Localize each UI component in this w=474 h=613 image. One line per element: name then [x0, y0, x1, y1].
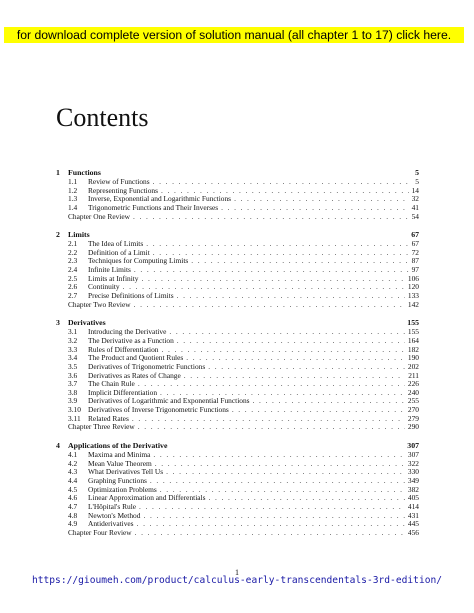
dot-leader [184, 372, 405, 381]
section-entry[interactable] [56, 346, 419, 355]
dot-leader [133, 213, 409, 222]
section-page: 120 [407, 283, 419, 292]
chapter-heading[interactable] [56, 318, 419, 328]
section-title: Derivatives of Trigonometric Functions [88, 362, 206, 371]
dot-leader [160, 389, 405, 398]
dot-leader [234, 195, 409, 204]
section-page: 255 [407, 397, 419, 406]
section-title: Chapter Three Review [68, 423, 135, 432]
section-page: 54 [411, 212, 419, 221]
section-number: 3.7 [68, 380, 78, 389]
chapter-heading[interactable] [56, 168, 419, 178]
section-page: 133 [407, 292, 419, 301]
section-title: L'Hôpital's Rule [88, 502, 137, 511]
section-entry[interactable] [56, 240, 419, 249]
section-page: 190 [407, 354, 419, 363]
section-page: 382 [407, 485, 419, 494]
section-number: 3.8 [68, 388, 78, 397]
chapter-title: Functions [68, 168, 101, 177]
download-banner-link[interactable]: for download complete version of solution manual (all chapter 1 to 17) click here. [4, 27, 464, 43]
section-entry[interactable] [56, 292, 419, 301]
section-page: 5 [415, 178, 419, 186]
section-number: 3.3 [68, 345, 78, 354]
section-number: 2.3 [68, 257, 78, 266]
section-title: Continuity [88, 283, 120, 292]
section-page: 155 [407, 328, 419, 337]
section-entry[interactable] [56, 520, 419, 529]
section-entry[interactable] [56, 257, 419, 266]
section-page: 211 [408, 371, 419, 380]
section-number: 4.5 [68, 485, 78, 494]
chapter-review-entry[interactable] [56, 423, 419, 432]
chapter-title: Derivatives [68, 318, 106, 328]
section-title: The Derivative as a Function [88, 336, 174, 345]
dot-leader [161, 346, 404, 355]
chapter-number: 4 [56, 441, 60, 451]
section-number: 4.6 [68, 494, 78, 503]
section-number: 3.6 [68, 371, 78, 380]
section-title: The Chain Rule [88, 380, 135, 389]
section-page: 270 [407, 406, 419, 415]
section-page: 445 [407, 520, 419, 529]
dot-leader [132, 415, 405, 424]
section-number: 4.1 [68, 451, 78, 460]
section-entry[interactable] [56, 451, 419, 460]
dot-leader [138, 380, 405, 389]
table-of-contents [56, 168, 419, 546]
section-title: Chapter Two Review [68, 300, 131, 309]
dot-leader [153, 451, 405, 460]
dot-leader [142, 275, 405, 284]
section-title: The Idea of Limits [88, 240, 144, 249]
dot-leader [161, 187, 409, 196]
chapter-page: 155 [407, 318, 419, 328]
page-number: 1 [235, 568, 239, 577]
section-number: 3.1 [68, 328, 78, 337]
section-page: 97 [411, 266, 419, 275]
section-page: 226 [407, 380, 419, 389]
source-url-link[interactable]: https://gioumeh.com/product/calculus-early-transcendentals-3rd-edition/ [31, 575, 443, 586]
section-title: Precise Definitions of Limits [88, 292, 174, 301]
section-title: The Product and Quotient Rules [88, 354, 184, 363]
section-entry[interactable] [56, 337, 419, 346]
section-page: 456 [407, 528, 419, 537]
dot-leader [232, 406, 405, 415]
chapter-page: 307 [407, 441, 419, 451]
chapter-review-entry[interactable] [56, 301, 419, 310]
section-number: 2.5 [68, 274, 78, 283]
chapter-heading[interactable] [56, 441, 419, 451]
section-number: 4.8 [68, 511, 78, 520]
section-entry[interactable] [56, 204, 419, 213]
dot-leader [169, 328, 405, 337]
section-number: 3.5 [68, 362, 78, 371]
section-title: Implicit Differentiation [88, 388, 158, 397]
section-title: What Derivatives Tell Us [88, 468, 164, 477]
section-page: 279 [407, 414, 419, 423]
dot-leader [135, 529, 405, 538]
section-entry[interactable] [56, 380, 419, 389]
section-page: 431 [407, 511, 419, 520]
section-page: 32 [411, 195, 419, 204]
section-entry[interactable] [56, 187, 419, 196]
section-entry[interactable] [56, 283, 419, 292]
section-page: 87 [411, 257, 419, 266]
section-page: 142 [407, 300, 419, 309]
section-number: 2.6 [68, 283, 78, 292]
section-entry[interactable] [56, 389, 419, 398]
section-title: Review of Functions [88, 178, 150, 186]
dot-leader [139, 503, 405, 512]
section-entry[interactable] [56, 494, 419, 503]
section-entry[interactable] [56, 460, 419, 469]
section-title: Limits at Infinity [88, 274, 139, 283]
chapter-block [56, 230, 419, 309]
dot-leader [155, 460, 405, 469]
section-entry[interactable] [56, 328, 419, 337]
section-entry[interactable] [56, 415, 419, 424]
section-entry[interactable] [56, 372, 419, 381]
section-page: 414 [407, 502, 419, 511]
section-number: 2.7 [68, 292, 78, 301]
section-title: Techniques for Computing Limits [88, 257, 189, 266]
dot-leader [137, 520, 405, 529]
section-entry[interactable] [56, 406, 419, 415]
dot-leader [123, 283, 405, 292]
section-page: 164 [407, 336, 419, 345]
dot-leader [186, 354, 405, 363]
section-number: 3.10 [68, 406, 81, 415]
section-title: Related Rates [88, 414, 129, 423]
dot-leader [191, 257, 408, 266]
section-number: 1.2 [68, 186, 78, 195]
section-number: 4.3 [68, 468, 78, 477]
section-title: Derivatives as Rates of Change [88, 371, 181, 380]
section-title: Derivatives of Inverse Trigonometric Functions [88, 406, 229, 415]
chapter-number: 3 [56, 318, 60, 328]
dot-leader [177, 292, 405, 301]
section-title: Trigonometric Functions and Their Inverses [88, 203, 219, 212]
chapter-number: 2 [56, 230, 60, 240]
section-title: Chapter One Review [68, 212, 130, 221]
section-page: 106 [407, 274, 419, 283]
section-page: 349 [407, 476, 419, 485]
section-entry[interactable] [56, 178, 419, 187]
section-entry[interactable] [56, 486, 419, 495]
dot-leader [166, 468, 405, 477]
chapter-block [56, 441, 419, 537]
dot-leader [221, 204, 408, 213]
section-title: Maxima and Minima [88, 451, 151, 460]
chapter-title: Limits [68, 230, 90, 240]
section-page: 41 [411, 203, 419, 212]
section-entry[interactable] [56, 275, 419, 284]
section-number: 4.4 [68, 476, 78, 485]
chapter-page: 5 [415, 168, 419, 177]
dot-leader [160, 486, 405, 495]
section-page: 307 [407, 451, 419, 460]
section-number: 4.9 [68, 520, 78, 529]
section-number: 4.7 [68, 502, 78, 511]
section-title: Definition of a Limit [88, 248, 150, 257]
section-title: Linear Approximation and Differentials [88, 494, 206, 503]
dot-leader [138, 423, 405, 432]
section-page: 405 [407, 494, 419, 503]
section-number: 4.2 [68, 459, 78, 468]
section-title: Newton's Method [88, 511, 141, 520]
section-title: Inverse, Exponential and Logarithmic Functions [88, 195, 232, 204]
section-number: 3.4 [68, 354, 78, 363]
chapter-block [56, 168, 419, 221]
section-number: 3.11 [68, 414, 81, 423]
section-entry[interactable] [56, 468, 419, 477]
chapter-page: 67 [411, 230, 419, 240]
dot-leader [153, 249, 409, 258]
chapter-title: Applications of the Derivative [68, 441, 168, 451]
section-page: 290 [407, 423, 419, 432]
section-number: 2.4 [68, 266, 78, 275]
section-page: 67 [411, 240, 419, 249]
section-number: 3.9 [68, 397, 78, 406]
section-entry[interactable] [56, 354, 419, 363]
section-page: 72 [411, 248, 419, 257]
section-page: 202 [407, 362, 419, 371]
section-entry[interactable] [56, 503, 419, 512]
section-title: Graphing Functions [88, 476, 147, 485]
section-title: Introducing the Derivative [88, 328, 167, 337]
section-title: Chapter Four Review [68, 528, 132, 537]
dot-leader [143, 512, 404, 521]
chapter-number: 1 [56, 168, 60, 177]
chapter-review-entry[interactable] [56, 529, 419, 538]
section-entry[interactable] [56, 195, 419, 204]
section-number: 3.2 [68, 336, 78, 345]
section-entry[interactable] [56, 512, 419, 521]
dot-leader [134, 301, 405, 310]
section-title: Rules of Differentiation [88, 345, 159, 354]
section-number: 1.1 [68, 178, 78, 186]
dot-leader [146, 240, 408, 249]
dot-leader [153, 178, 413, 187]
dot-leader [208, 494, 404, 503]
section-title: Representing Functions [88, 186, 158, 195]
section-page: 322 [407, 459, 419, 468]
dot-leader [253, 397, 405, 406]
section-number: 1.4 [68, 203, 78, 212]
dot-leader [134, 266, 409, 275]
section-title: Antiderivatives [88, 520, 134, 529]
section-title: Optimization Problems [88, 485, 157, 494]
dot-leader [150, 477, 405, 486]
section-page: 330 [407, 468, 419, 477]
section-title: Infinite Limits [88, 266, 131, 275]
section-entry[interactable] [56, 363, 419, 372]
section-entry[interactable] [56, 249, 419, 258]
chapter-review-entry[interactable] [56, 213, 419, 222]
section-page: 240 [407, 388, 419, 397]
section-page: 14 [411, 186, 419, 195]
section-title: Mean Value Theorem [88, 459, 152, 468]
section-entry[interactable] [56, 397, 419, 406]
section-title: Derivatives of Logarithmic and Exponential Functions [88, 397, 250, 406]
section-number: 1.3 [68, 195, 78, 204]
contents-heading: Contents [56, 103, 149, 132]
dot-leader [177, 337, 405, 346]
chapter-block [56, 318, 419, 432]
dot-leader [208, 363, 405, 372]
section-number: 2.2 [68, 248, 78, 257]
section-number: 2.1 [68, 240, 78, 249]
chapter-heading[interactable] [56, 230, 419, 240]
section-entry[interactable] [56, 477, 419, 486]
section-page: 182 [407, 345, 419, 354]
section-entry[interactable] [56, 266, 419, 275]
